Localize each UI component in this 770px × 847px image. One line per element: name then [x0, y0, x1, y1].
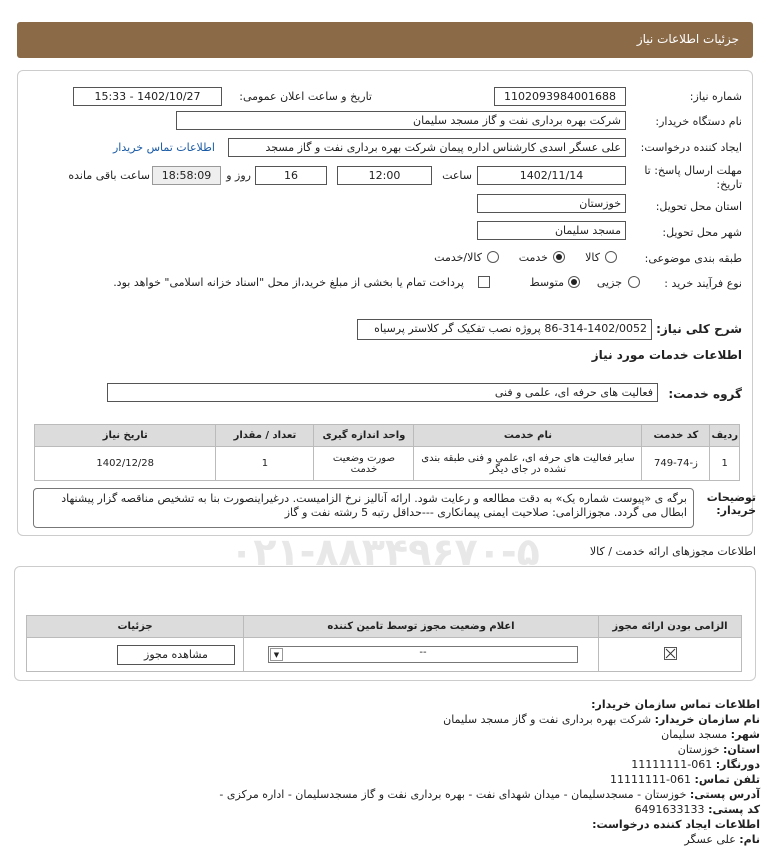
buyer-contact-link[interactable]: اطلاعات تماس خریدار [113, 141, 215, 154]
announce-field: 1402/10/27 - 15:33 [73, 87, 222, 106]
contact-city-label: شهر: [730, 728, 760, 741]
contact-title: اطلاعات تماس سازمان خریدار: [591, 698, 760, 711]
summary-field: 86-314-1402/0052 پروژه نصب تفکیک گر کلاستر پرسیاه [357, 319, 652, 340]
creator-name-label: نام: [739, 833, 760, 846]
checkbox-crossed-icon [664, 647, 677, 660]
category-option-service: خدمت [518, 251, 548, 264]
creator-name-value: علی عسگر [684, 833, 736, 846]
col-need-date: تاریخ نیاز [35, 425, 216, 447]
contact-fax [631, 757, 760, 772]
days-label: روز و [226, 169, 251, 182]
process-option-medium: متوسط [529, 276, 564, 289]
creator-label: ایجاد کننده درخواست: [640, 141, 742, 154]
permit-status-select[interactable] [268, 646, 578, 663]
contact-postal-value: 6491633133 [634, 803, 705, 816]
cell-row: 1 [710, 447, 740, 481]
deadline-date-label: تاریخ: [716, 178, 742, 191]
cell-unit: صورت وضعیت خدمت [314, 447, 414, 481]
buyer-notes-label: توضیحات خریدار: [706, 491, 756, 517]
cell-need-date: 1402/12/28 [35, 447, 216, 481]
treasury-checkbox[interactable] [478, 276, 490, 288]
process-option-minor: جزیی [596, 276, 622, 289]
city-label: شهر محل تحویل: [662, 226, 742, 239]
days-field: 16 [255, 166, 327, 185]
service-group-field: فعالیت های حرفه ای، علمی و فنی [107, 383, 658, 402]
cell-service-name: سایر فعالیت های حرفه ای، علمی و فنی طبقه بندی نشده در جای دیگر [414, 447, 642, 481]
contact-province [678, 742, 760, 757]
category-label: طبقه بندی موضوعی: [644, 252, 742, 265]
need-number-label: شماره نیاز: [689, 90, 742, 103]
table-row [35, 447, 740, 481]
dropdown-arrow-icon: ▼ [270, 648, 283, 661]
service-group-label: گروه خدمت: [668, 387, 742, 401]
col-permit-details: جزئیات [27, 616, 244, 638]
contact-address-value: خوزستان - مسجدسلیمان - میدان شهدای نفت - بهره برداری نفت و گاز مسجدسلیمان - اداره مرکزی - [219, 788, 687, 801]
category-option-goods-service: کالا/خدمت [434, 251, 482, 264]
col-permit-required: الزامی بودن ارائه مجوز [599, 616, 742, 638]
services-table [34, 424, 740, 481]
col-quantity: تعداد / مقدار [216, 425, 314, 447]
contact-fax-value: 061-11111111 [631, 758, 713, 771]
need-number-field: 1102093984001688 [494, 87, 626, 106]
category-radio-service[interactable] [553, 251, 565, 263]
col-service-name: نام خدمت [414, 425, 642, 447]
payment-note: پرداخت تمام یا بخشی از مبلغ خرید،از محل "اسناد خزانه اسلامی" خواهد بود. [113, 276, 464, 289]
announce-label: تاریخ و ساعت اعلان عمومی: [239, 90, 372, 103]
deadline-date-field: 1402/11/14 [477, 166, 626, 185]
process-radio-medium[interactable] [568, 276, 580, 288]
province-label: استان محل تحویل: [655, 200, 742, 213]
contact-city-value: مسجد سلیمان [661, 728, 728, 741]
permits-table [26, 615, 742, 672]
cell-permit-required [599, 638, 742, 672]
services-heading: اطلاعات خدمات مورد نیاز [591, 348, 742, 362]
contact-postal-label: کد پستی: [708, 803, 760, 816]
permit-status-value: -- [419, 647, 427, 658]
contact-address [219, 787, 760, 802]
page-title: جزئیات اطلاعات نیاز [636, 32, 739, 46]
buyer-label: نام دستگاه خریدار: [655, 115, 742, 128]
contact-phone-value: 061-11111111 [610, 773, 692, 786]
contact-address-label: آدرس پستی: [689, 788, 760, 801]
contact-phone-label: تلفن تماس: [694, 773, 760, 786]
remaining-time-field: 18:58:09 [152, 166, 221, 185]
creator-field: علی عسگر اسدی کارشناس اداره پیمان شرکت بهره برداری نفت و گاز مسجد [228, 138, 626, 157]
buyer-notes-box: برگه ی «پیوست شماره یک» به دقت مطالعه و رعایت شود. ارائه آنالیز نرخ الزامیست. درغیراینصورت بنا به تشخیص مناقصه گزار پیشنهاد ابطال می گردد. مجوزالزامی: صلاحیت ایمنی پیمانکاری ---حداقل رتبه 5 رشته نفت و گاز [33, 488, 694, 528]
process-radio-minor[interactable] [628, 276, 640, 288]
contact-org-value: شرکت بهره برداری نفت و گاز مسجد سلیمان [443, 713, 652, 726]
col-service-code: کد خدمت [642, 425, 710, 447]
cell-permit-status [244, 638, 599, 672]
deadline-time-field: 12:00 [337, 166, 432, 185]
view-permit-button[interactable]: مشاهده مجوز [117, 645, 235, 665]
contact-province-label: استان: [723, 743, 760, 756]
remaining-label: ساعت باقی مانده [68, 169, 150, 182]
services-table-header [35, 425, 740, 447]
contact-city [661, 727, 760, 742]
city-field: مسجد سلیمان [477, 221, 626, 240]
page-header [17, 22, 753, 58]
contact-postal [635, 802, 760, 817]
process-label: نوع فرآیند خرید : [664, 277, 742, 290]
contact-province-value: خوزستان [677, 743, 720, 756]
cell-quantity: 1 [216, 447, 314, 481]
col-permit-status: اعلام وضعیت مجوز توسط تامین کننده [244, 616, 599, 638]
contact-phone [610, 772, 760, 787]
cell-permit-details [27, 638, 244, 672]
deadline-label: مهلت ارسال پاسخ: تا [644, 164, 742, 177]
col-row: ردیف [710, 425, 740, 447]
watermark-logo: ۰۲۱-۸۸۳۴۹۶۷۰-۵ [230, 530, 540, 574]
deadline-time-label: ساعت [442, 169, 472, 182]
summary-label: شرح کلی نیاز: [656, 322, 742, 336]
contact-fax-label: دورنگار: [715, 758, 760, 771]
contact-org [443, 712, 760, 727]
province-field: خوزستان [477, 194, 626, 213]
category-radio-goods-service[interactable] [487, 251, 499, 263]
category-option-goods: کالا [585, 251, 600, 264]
col-unit: واحد اندازه گیری [314, 425, 414, 447]
contact-org-label: نام سازمان خریدار: [654, 713, 760, 726]
creator-info-title: اطلاعات ایجاد کننده درخواست: [592, 818, 760, 831]
category-radio-goods[interactable] [605, 251, 617, 263]
permits-title: اطلاعات مجوزهای ارائه خدمت / کالا [589, 545, 756, 558]
table-row [27, 638, 742, 672]
cell-service-code: ز-74-749 [642, 447, 710, 481]
buyer-field: شرکت بهره برداری نفت و گاز مسجد سلیمان [176, 111, 626, 130]
permits-table-header [27, 616, 742, 638]
